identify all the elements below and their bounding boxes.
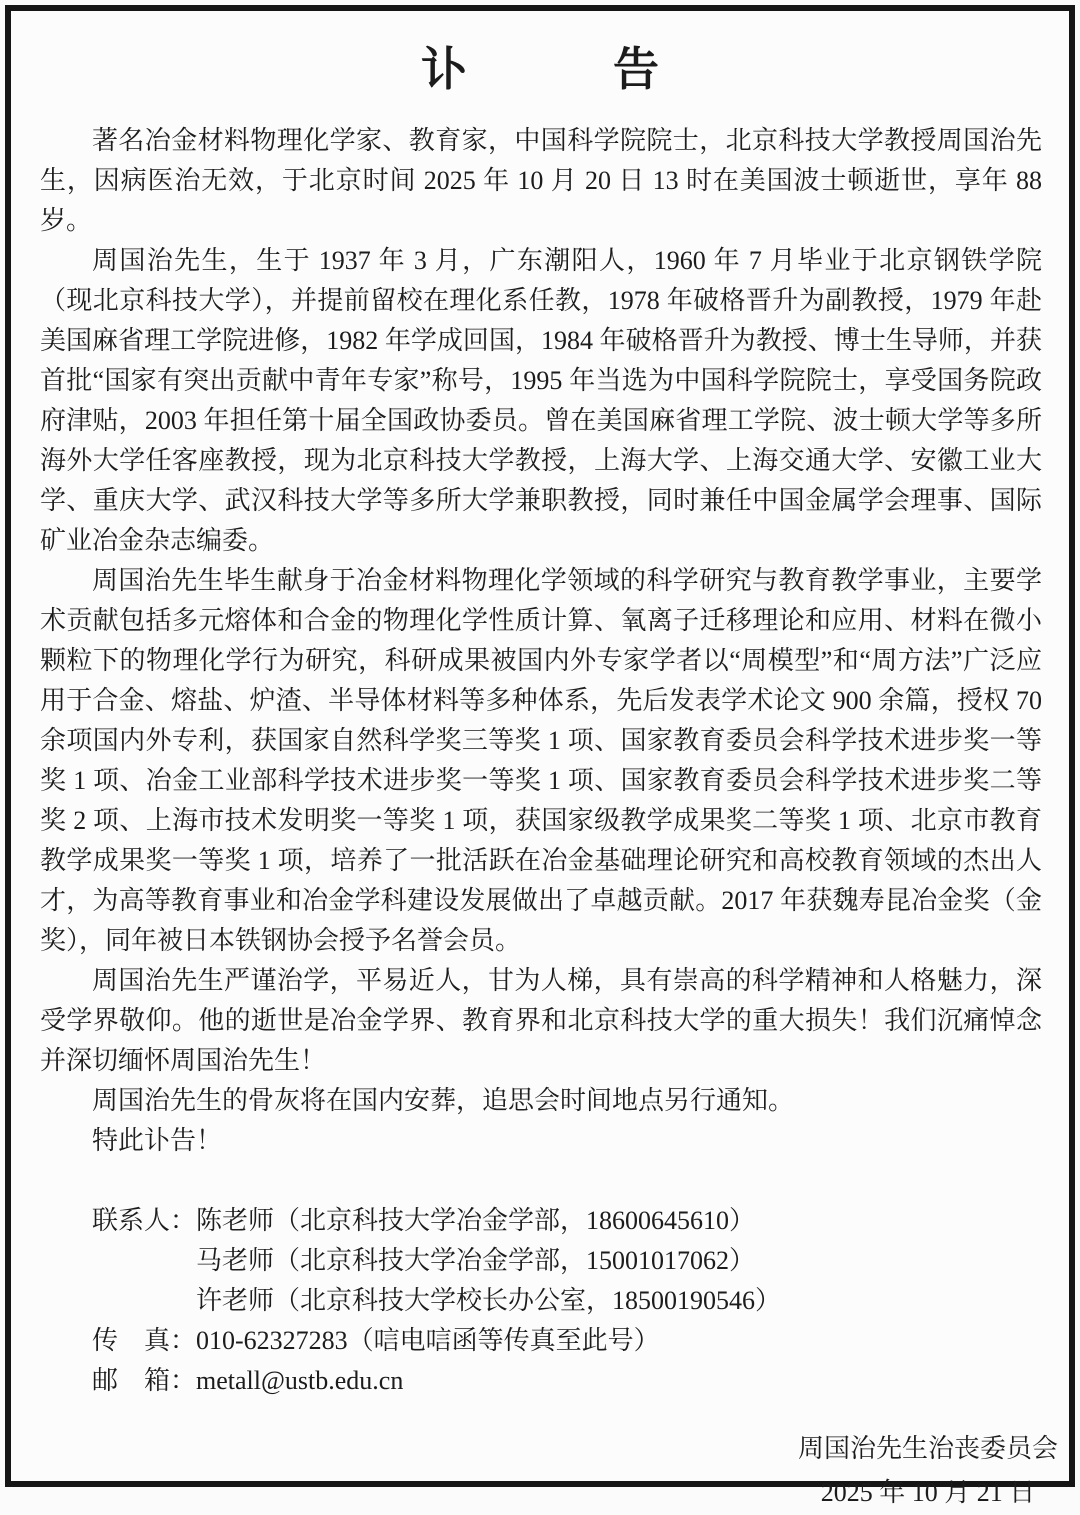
paragraph-achievements: 周国治先生毕生献身于冶金材料物理化学领域的科学研究与教育教学事业，主要学术贡献包括多元熔体和合金的物理化学性质计算、氧离子迁移理论和应用、材料在微小颗粒下的物理化学行为研究，科研成果被国内外专家学者以“周模型”和“周方法”广泛应用于合金、熔盐、炉渣、半导体材料等多种体系，先后发表学术论文 900 余篇，授权 70 余项国内外专利，获国家自然科学奖三等奖 1 项、国家教育委员会科学技术进步奖一等奖 1 项、冶金工业部科学技术进步奖一等奖 1 项、国家教育委员会科学技术进步奖二等奖 2 项、上海市技术发明奖一等奖 1 项，获国家级教学成果奖二等奖 1 项、北京市教育教学成果奖一等奖 1 项，培养了一批活跃在冶金基础理论研究和高校教育领域的杰出人才，为高等教育事业和冶金学科建设发展做出了卓越贡献。2017 年获魏寿昆冶金奖（金奖），同年被日本铁钢协会授予名誉会员。 — [40, 566, 1042, 955]
document-border-frame — [5, 5, 1075, 1507]
signature-block — [40, 1427, 1058, 1515]
email-label: 邮 箱： — [92, 1366, 197, 1395]
paragraph-death-announcement: 著名冶金材料物理化学家、教育家，中国科学院院士，北京科技大学教授周国治先生，因病医治无效，于北京时间 2025 年 10 月 20 日 13 时在美国波士顿逝世，享年 88 岁。 — [40, 126, 1042, 235]
contact-row — [92, 1361, 1042, 1401]
committee-name: 周国治先生治丧委员会 — [797, 1434, 1058, 1463]
fax-number: 010-62327283（唁电唁函等传真至此号） — [196, 1326, 660, 1355]
contact-block — [92, 1201, 1042, 1401]
paragraph-closing: 特此讣告！ — [92, 1126, 223, 1155]
contact-row — [92, 1241, 1042, 1281]
fax-label: 传 真： — [92, 1326, 197, 1355]
contact-person-2: 马老师（北京科技大学冶金学部，15001017062） — [196, 1246, 756, 1275]
paragraph-tribute: 周国治先生严谨治学，平易近人，甘为人梯，具有崇高的科学精神和人格魅力，深受学界敬仰。他的逝世是冶金学界、教育界和北京科技大学的重大损失！我们沉痛悼念并深切缅怀周国治先生！ — [40, 966, 1042, 1075]
contact-row — [92, 1321, 1042, 1361]
notice-date: 2025 年 10 月 21 日 — [820, 1478, 1036, 1507]
email-address: metall@ustb.edu.cn — [196, 1366, 404, 1395]
contact-person-3: 许老师（北京科技大学校长办公室，18500190546） — [196, 1286, 782, 1315]
signature-inner — [798, 1427, 1058, 1515]
contact-row — [92, 1201, 1042, 1241]
contact-row — [92, 1281, 1042, 1321]
contact-person-label: 联系人： — [92, 1206, 197, 1235]
paragraph-biography: 周国治先生，生于 1937 年 3 月，广东潮阳人，1960 年 7 月毕业于北京钢铁学院（现北京科技大学），并提前留校在理化系任教，1978 年破格晋升为副教授，1979 年赴美国麻省理工学院进修，1982 年学成回国，1984 年破格晋升为教授、博士生导师，并获首批“国家有突出贡献中青年专家”称号，1995 年当选为中国科学院院士，享受国务院政府津贴，2003 年担任第十届全国政协委员。曾在美国麻省理工学院、波士顿大学等多所海外大学任客座教授，现为北京科技大学教授，上海大学、上海交通大学、安徽工业大学、重庆大学、武汉科技大学等多所大学兼职教授，同时兼任中国金属学会理事、国际矿业冶金杂志编委。 — [40, 246, 1042, 555]
notice-body — [40, 121, 1042, 1161]
paragraph-funeral-arrangement: 周国治先生的骨灰将在国内安葬，追思会时间地点另行通知。 — [92, 1086, 795, 1115]
notice-title: 讣 告 — [421, 44, 661, 95]
contact-person-1: 陈老师（北京科技大学冶金学部，18600645610） — [196, 1206, 756, 1235]
